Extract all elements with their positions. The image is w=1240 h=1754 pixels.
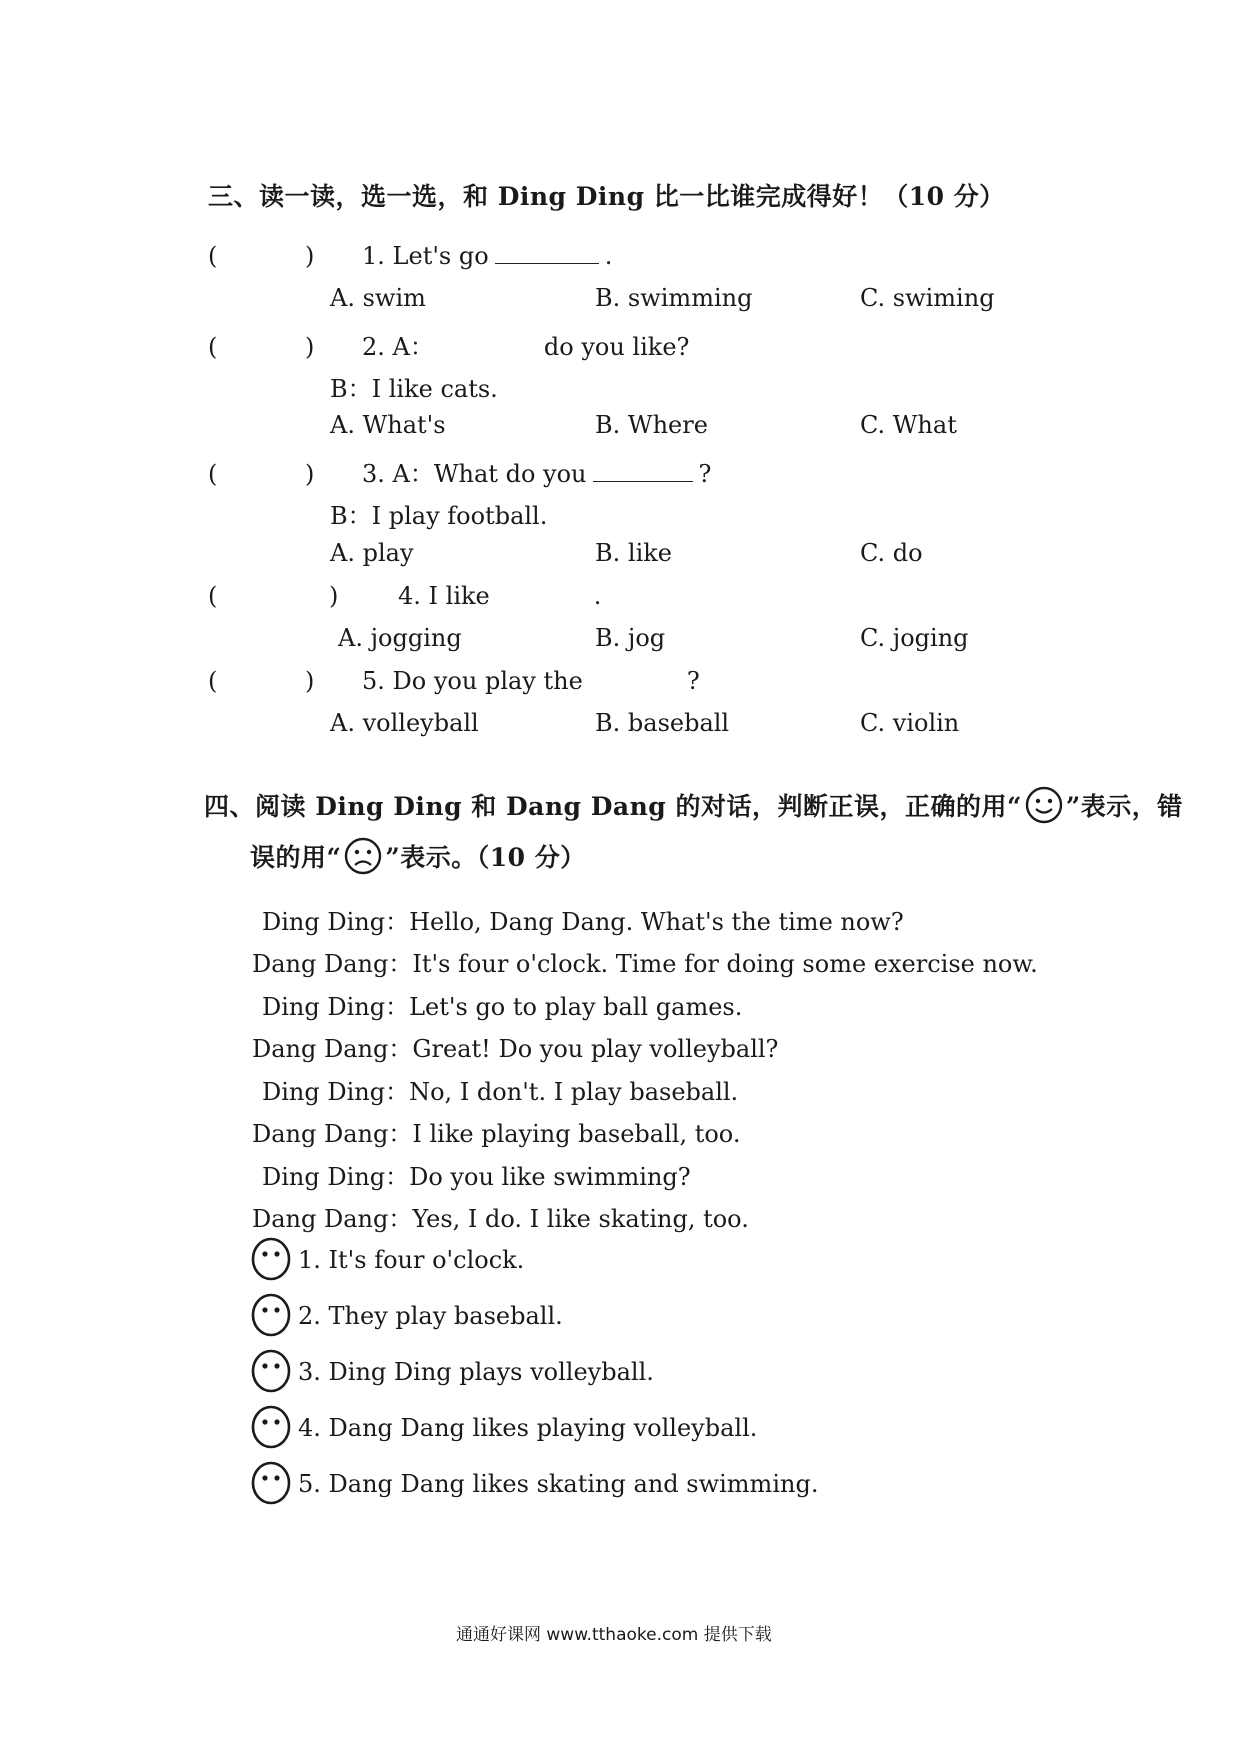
section4-heading-line2 (250, 836, 586, 876)
blank-face-icon[interactable] (250, 1293, 292, 1337)
answer-paren[interactable]: ( ) (208, 242, 355, 270)
speaker: Dang Dang： (252, 1035, 413, 1063)
question-stem: Let's go (392, 242, 489, 270)
dialogue-line (262, 987, 742, 1022)
dialogue-line (262, 1157, 691, 1192)
dialogue-text: Let's go to play ball games. (409, 993, 743, 1021)
dialogue-line (262, 1072, 738, 1107)
question-number: 2. (362, 333, 385, 361)
answer-paren[interactable]: ( ) (208, 582, 391, 610)
question-stem: Do you play the (392, 667, 583, 695)
answer-paren[interactable]: ( ) (208, 667, 355, 695)
section4-heading-line1 (204, 785, 1183, 825)
question-5 (208, 667, 700, 695)
blank-face-icon[interactable] (250, 1461, 292, 1505)
dialogue-text: Hello, Dang Dang. What's the time now? (409, 908, 904, 936)
smile-face-icon (1024, 785, 1064, 825)
question-stem-end: ? (686, 667, 700, 695)
option-c[interactable]: C. What (860, 411, 957, 439)
dialogue-reply: B：I like cats. (330, 375, 498, 403)
answer-blank[interactable] (495, 262, 599, 264)
question-stem-end: do you like? (543, 333, 690, 361)
question-number: 3. (362, 460, 385, 488)
sad-face-icon (343, 836, 383, 876)
dialogue-text: Yes, I do. I like skating, too. (412, 1205, 749, 1233)
dialogue-line (252, 1199, 749, 1234)
option-c[interactable]: C. do (860, 539, 923, 567)
question-1 (208, 242, 612, 270)
option-a[interactable]: A. play (330, 539, 414, 567)
option-a[interactable]: A. jogging (338, 624, 462, 652)
option-b[interactable]: B. Where (595, 411, 708, 439)
dialogue-text: I like playing baseball, too. (412, 1120, 741, 1148)
question-stem-end: ? (698, 460, 712, 488)
section4-heading-text: 四、阅读 Ding Ding 和 Dang Dang 的对话，判断正误，正确的用“ (204, 792, 1022, 821)
speaker: Dang Dang： (252, 950, 413, 978)
question-3 (208, 454, 711, 489)
option-b[interactable]: B. jog (595, 624, 666, 652)
option-a[interactable]: A. volleyball (330, 709, 479, 737)
option-b[interactable]: B. like (595, 539, 672, 567)
speaker: Dang Dang： (252, 1120, 413, 1148)
dialogue-reply: B：I play football. (330, 502, 548, 530)
option-c[interactable]: C. swiming (860, 284, 995, 312)
blank-face-icon[interactable] (250, 1405, 292, 1449)
question-stem-end: . (604, 242, 613, 270)
speaker: Ding Ding： (262, 908, 410, 936)
option-c[interactable]: C. joging (860, 624, 969, 652)
section4-heading-text-end: ”表示，错 (1065, 792, 1183, 821)
question-stem: A： (392, 333, 434, 361)
option-c[interactable]: C. violin (860, 709, 960, 737)
speaker: Ding Ding： (262, 993, 410, 1021)
section4-heading-text-end: ”表示。（10 分） (385, 843, 586, 872)
speaker: Ding Ding： (262, 1078, 410, 1106)
dialogue-text: No, I don't. I play baseball. (409, 1078, 739, 1106)
dialogue-line (252, 1114, 740, 1149)
option-b[interactable]: B. swimming (595, 284, 753, 312)
section3-heading: 三、读一读，选一选，和 Ding Ding 比一比谁完成得好！（10 分） (208, 182, 1005, 211)
statement: 3. Ding Ding plays volleyball. (298, 1358, 654, 1386)
section4-heading-text: 误的用“ (250, 843, 342, 872)
speaker: Ding Ding： (262, 1163, 410, 1191)
option-a[interactable]: A. swim (330, 284, 426, 312)
question-number: 1. (362, 242, 385, 270)
question-4 (208, 582, 601, 610)
question-number: 4. (398, 582, 421, 610)
footer-credit: 通通好课网 www.tthaoke.com 提供下载 (456, 1625, 772, 1645)
question-number: 5. (362, 667, 385, 695)
statement: 2. They play baseball. (298, 1302, 563, 1330)
dialogue-text: Do you like swimming? (409, 1163, 691, 1191)
dialogue-line (252, 944, 1038, 979)
answer-blank[interactable] (593, 480, 693, 482)
question-stem: I like (428, 582, 490, 610)
option-b[interactable]: B. baseball (595, 709, 730, 737)
dialogue-line (252, 1029, 778, 1064)
answer-paren[interactable]: ( ) (208, 460, 355, 488)
question-stem-end: . (593, 582, 602, 610)
statement: 5. Dang Dang likes skating and swimming. (298, 1470, 819, 1498)
blank-face-icon[interactable] (250, 1237, 292, 1281)
question-2 (208, 327, 689, 362)
question-stem: A：What do you (392, 460, 587, 488)
statement: 4. Dang Dang likes playing volleyball. (298, 1414, 758, 1442)
dialogue-text: It's four o'clock. Time for doing some exercise now. (412, 950, 1038, 978)
dialogue-text: Great! Do you play volleyball? (412, 1035, 779, 1063)
answer-paren[interactable]: ( ) (208, 333, 355, 361)
speaker: Dang Dang： (252, 1205, 413, 1233)
option-a[interactable]: A. What's (330, 411, 446, 439)
statement: 1. It's four o'clock. (298, 1246, 525, 1274)
blank-face-icon[interactable] (250, 1349, 292, 1393)
dialogue-line (262, 902, 904, 937)
